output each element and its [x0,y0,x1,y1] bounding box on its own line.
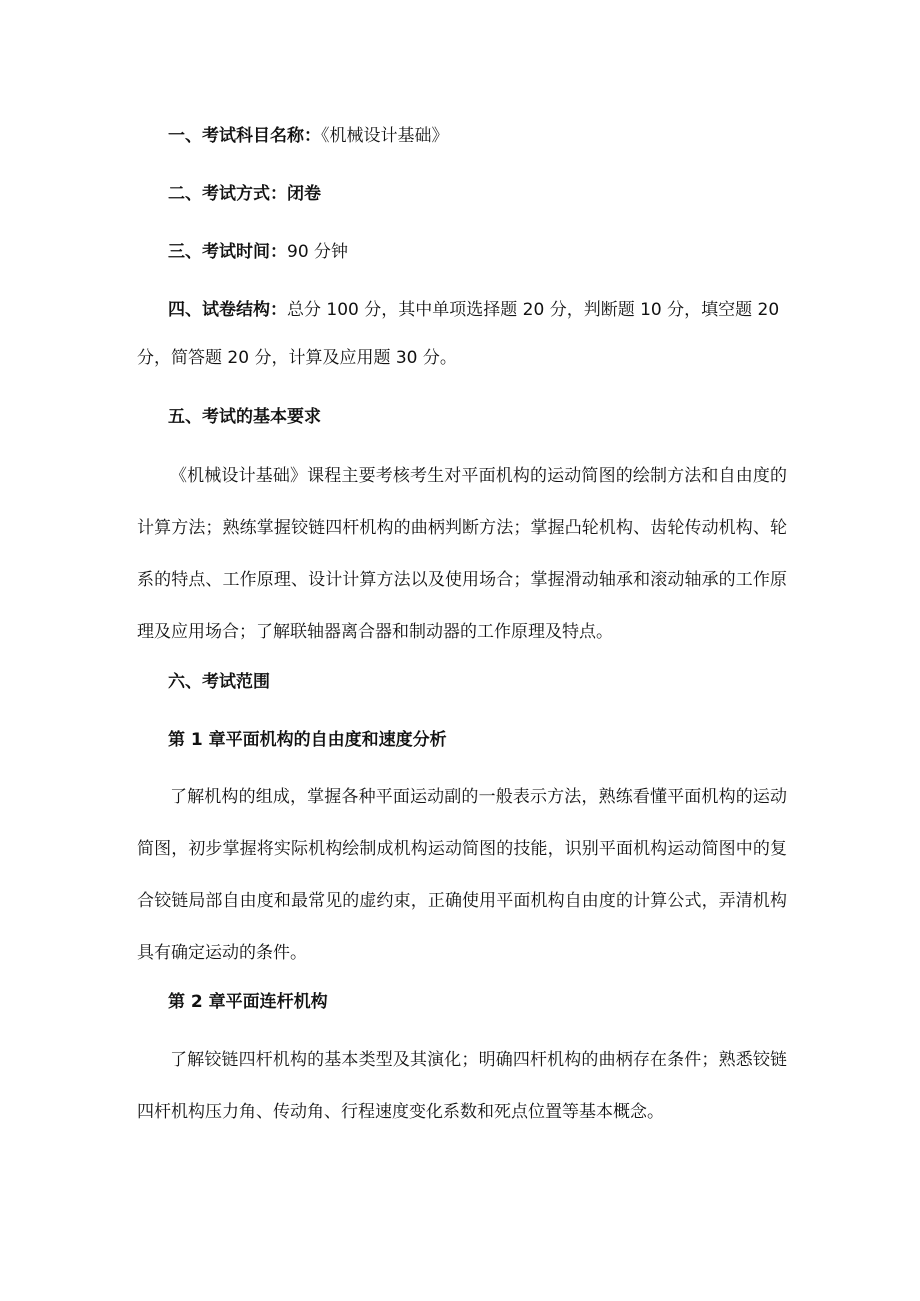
method-line [168,182,321,206]
chapter2-paragraph: 了解铰链四杆机构的基本类型及其演化；明确四杆机构的曲柄存在条件；熟悉铰链四杆机构压力角、传动角、行程速度变化系数和死点位置等基本概念。 [137,1050,787,1122]
chapter1-title: 第 1 章平面机构的自由度和速度分析 [168,730,447,750]
time-label: 三、考试时间： [168,242,287,262]
scope-heading: 六、考试范围 [168,672,270,692]
chapter2-title-line [168,990,328,1014]
structure-label: 四、试卷结构： [168,300,287,320]
structure-text-line2: 分，简答题 20 分，计算及应用题 30 分。 [137,348,457,368]
requirements-heading: 五、考试的基本要求 [168,407,321,427]
subject-value: 《机械设计基础》 [321,126,449,146]
structure-line-2 [137,346,457,370]
chapter1-paragraph: 了解机构的组成，掌握各种平面运动副的一般表示方法，熟练看懂平面机构的运动简图，初步掌握将实际机构绘制成机构运动简图的技能，识别平面机构运动简图中的复合铰链局部自由度和最常见的虚约束，正确使用平面机构自由度的计算公式，弄清机构具有确定运动的条件。 [137,787,787,963]
chapter1-title-line [168,728,447,752]
structure-text-line1: 总分 100 分，其中单项选择题 20 分，判断题 10 分，填空题 20 [287,300,780,320]
requirements-paragraph: 《机械设计基础》课程主要考核考生对平面机构的运动简图的绘制方法和自由度的计算方法；熟练掌握铰链四杆机构的曲柄判断方法；掌握凸轮机构、齿轮传动机构、轮系的特点、工作原理、设计计算方法以及使用场合；掌握滑动轴承和滚动轴承的工作原理及应用场合；了解联轴器离合器和制动器的工作原理及特点。 [137,466,787,642]
subject-line [168,124,449,148]
method-label: 二、考试方式： [168,184,287,204]
subject-label: 一、考试科目名称： [168,126,321,146]
requirements-heading-line [168,405,321,429]
time-line [168,240,348,264]
method-value: 闭卷 [287,184,321,204]
scope-heading-line [168,670,270,694]
time-value: 90 分钟 [287,242,349,262]
structure-line-1 [168,298,779,322]
chapter2-title: 第 2 章平面连杆机构 [168,992,328,1012]
